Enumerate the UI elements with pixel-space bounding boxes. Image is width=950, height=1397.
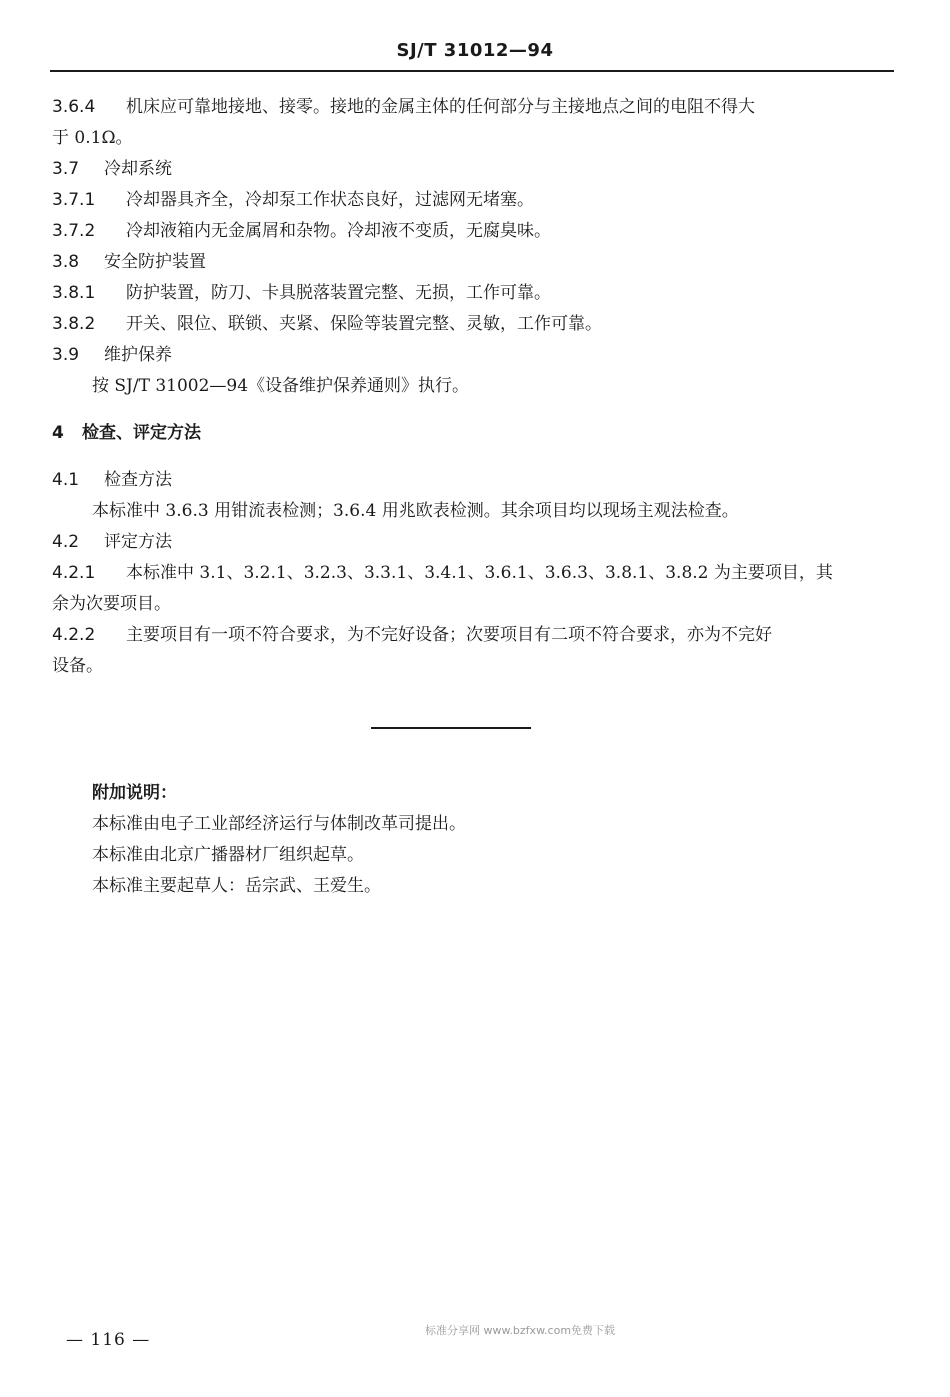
clause-text: 本标准中 3.1、3.2.1、3.2.3、3.3.1、3.4.1、3.6.1、3.6.3、3.8.1、3.8.2 为主要项目，其 [126, 563, 833, 583]
notes-title: 附加说明： [92, 783, 177, 803]
clause-4-1-text [52, 496, 896, 527]
clause-text: 余为次要项目。 [52, 594, 171, 614]
clause-text: 机床应可靠地接地、接零。接地的金属主体的任何部分与主接地点之间的电阻不得大 [126, 97, 755, 117]
clause-3-7-1 [52, 185, 896, 216]
clause-number: 4.2.2 [52, 625, 96, 645]
clause-number: 3.7 [52, 159, 80, 179]
additional-notes [92, 778, 852, 902]
clause-title: 安全防护装置 [104, 252, 206, 272]
clause-text: 主要项目有一项不符合要求，为不完好设备；次要项目有二项不符合要求，亦为不完好 [126, 625, 772, 645]
clause-text: 冷却器具齐全，冷却泵工作状态良好，过滤网无堵塞。 [126, 190, 534, 210]
clause-number: 4.1 [52, 470, 80, 490]
section-title: 检查、评定方法 [82, 423, 201, 443]
clause-number: 3.8.1 [52, 283, 96, 303]
section-number: 4 [52, 423, 64, 443]
clause-text: 冷却液箱内无金属屑和杂物。冷却液不变质，无腐臭味。 [126, 221, 551, 241]
clause-number: 3.9 [52, 345, 80, 365]
clause-4-1 [52, 465, 896, 496]
clause-4-2-1 [52, 558, 896, 589]
watermark: 标准分享网 www.bzfxw.com免费下载 [424, 1324, 616, 1337]
notes-line: 本标准主要起草人：岳宗武、王爱生。 [92, 876, 381, 896]
clause-3-6-4-cont [52, 123, 896, 154]
clause-title: 冷却系统 [104, 159, 172, 179]
main-content [52, 92, 896, 682]
end-divider [371, 727, 531, 729]
clause-number: 3.7.2 [52, 221, 96, 241]
clause-number: 3.6.4 [52, 97, 96, 117]
standard-code-header: SJ/T 31012—94 [396, 40, 554, 61]
clause-text: 开关、限位、联锁、夹紧、保险等装置完整、灵敏，工作可靠。 [126, 314, 602, 334]
clause-number: 3.7.1 [52, 190, 96, 210]
clause-4-2-2 [52, 620, 896, 651]
clause-text: 按 SJ/T 31002—94《设备维护保养通则》执行。 [92, 376, 470, 396]
clause-3-8-2 [52, 309, 896, 340]
clause-3-9 [52, 340, 896, 371]
clause-title: 维护保养 [104, 345, 172, 365]
clause-text: 本标准中 3.6.3 用钳流表检测；3.6.4 用兆欧表检测。其余项目均以现场主观法检查。 [92, 501, 739, 521]
clause-number: 3.8.2 [52, 314, 96, 334]
header-rule [50, 70, 894, 72]
notes-line: 本标准由北京广播器材厂组织起草。 [92, 845, 364, 865]
clause-number: 3.8 [52, 252, 80, 272]
clause-text: 防护装置，防刀、卡具脱落装置完整、无损，工作可靠。 [126, 283, 551, 303]
notes-line: 本标准由电子工业部经济运行与体制改革司提出。 [92, 814, 466, 834]
clause-title: 检查方法 [104, 470, 172, 490]
clause-3-8 [52, 247, 896, 278]
page-number: — 116 — [66, 1330, 151, 1350]
clause-3-9-text [52, 371, 896, 402]
clause-number: 4.2 [52, 532, 80, 552]
clause-text: 设备。 [52, 656, 103, 676]
section-4-heading [52, 418, 896, 449]
clause-3-6-4 [52, 92, 896, 123]
clause-4-2-1-cont [52, 589, 896, 620]
clause-4-2-2-cont [52, 651, 896, 682]
clause-3-8-1 [52, 278, 896, 309]
clause-3-7-2 [52, 216, 896, 247]
clause-4-2 [52, 527, 896, 558]
clause-3-7 [52, 154, 896, 185]
clause-text: 于 0.1Ω。 [52, 128, 133, 148]
clause-number: 4.2.1 [52, 563, 96, 583]
clause-title: 评定方法 [104, 532, 172, 552]
